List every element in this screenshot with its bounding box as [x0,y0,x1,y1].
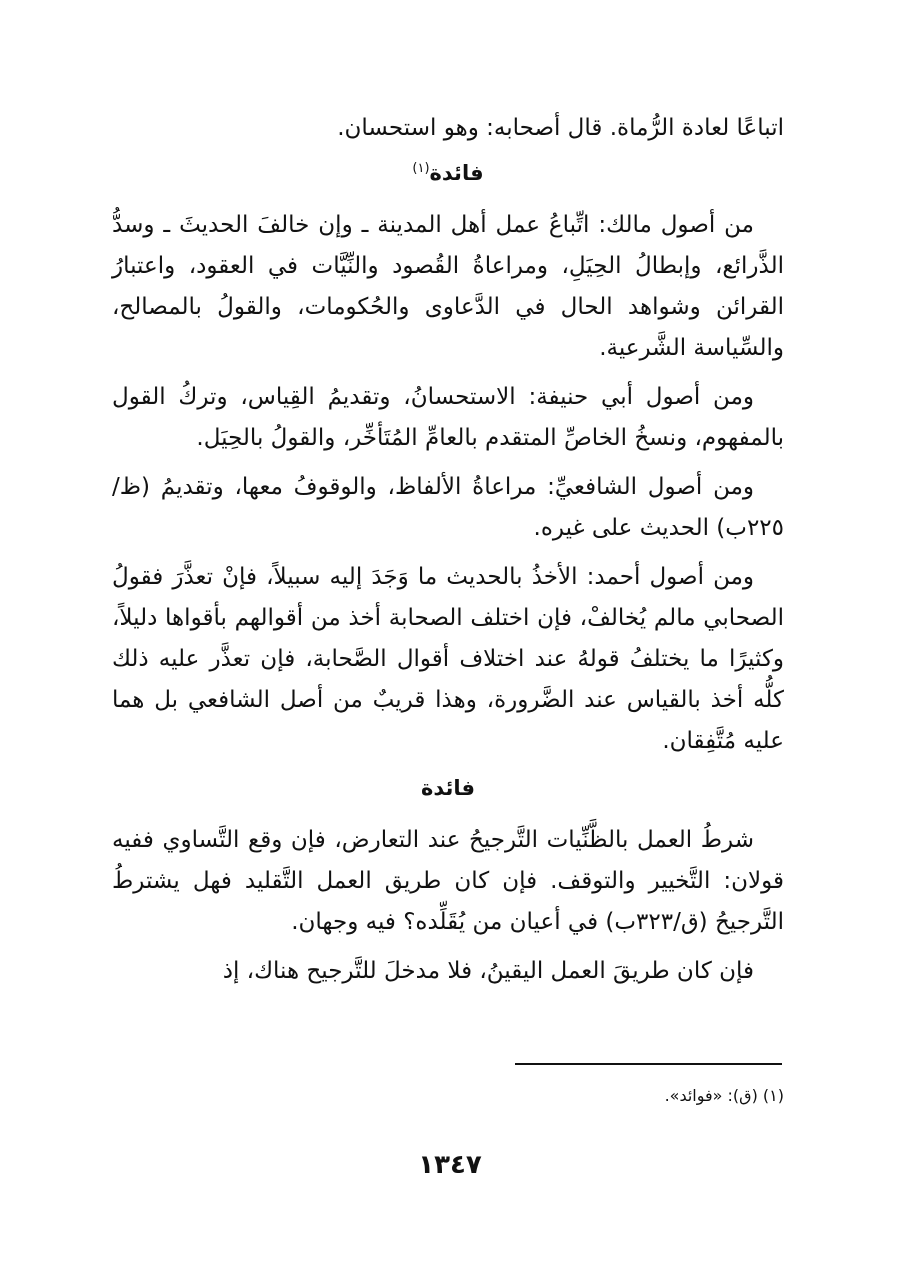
paragraph-continuation: اتباعًا لعادة الرُّماة. قال أصحابه: وهو استحسان. [337,115,784,141]
page-body [112,108,784,1000]
paragraph-malik: من أصول مالك: اتِّباعُ عمل أهل المدينة ـ وإن خالفَ الحديثَ ـ وسدُّ الذَّرائع، وإبطالُ الحِيَلِ، ومراعاةُ القُصود والنِّيَّات في العقود، واعتبارُ القرائن وشواهد الحال في الدَّعاوى والحُكومات، والقولُ بالمصالح، والسِّياسة الشَّرعية. [112,212,784,361]
footnote: (١) (ق): «فوائد». [664,1086,784,1105]
footnote-marker: (١) [412,161,430,176]
footnote-divider [515,1063,782,1065]
heading-text: فائدة [429,161,484,185]
paragraph-ahmad: ومن أصول أحمد: الأخذُ بالحديث ما وَجَدَ إليه سبيلاً، فإنْ تعذَّرَ فقولُ الصحابي مالم يُخالفْ، فإن اختلف الصحابة أخذ من أقوالهم بأقواها دليلاً، وكثيرًا ما يختلفُ قولهُ عند اختلاف أقوال الصَّحابة، فإن تعذَّر عليه ذلك كلُّه أخذ بالقياس عند الضَّرورة، وهذا قريبٌ من أصل الشافعي بل هما عليه مُتَّفِقان. [112,564,784,754]
paragraph-yaqin: فإن كان طريقَ العمل اليقينُ، فلا مدخلَ للتَّرجيح هناك، إذ [222,958,754,984]
paragraph-shafii: ومن أصول الشافعيِّ: مراعاةُ الألفاظ، والوقوفُ معها، وتقديمُ (ظ/٢٢٥ب) الحديث على غيره. [112,474,784,541]
section-heading-faida-2 [112,770,784,806]
section-heading-faida-1 [112,155,784,191]
paragraph-tarjih: شرطُ العمل بالظَّنِّيات التَّرجيحُ عند التعارض، فإن وقع التَّساوي ففيه قولان: التَّخيير والتوقف. فإن كان طريق العمل التَّقليد فهل يشترطُ التَّرجيحُ (ق/٣٢٣ب) في أعيان من يُقَلِّده؟ فيه وجهان. [112,827,784,935]
paragraph-abu-hanifa: ومن أصول أبي حنيفة: الاستحسانُ، وتقديمُ القِياس، وتركُ القول بالمفهوم، ونسخُ الخاصِّ المتقدم بالعامِّ المُتَأخِّر، والقولُ بالحِيَل. [112,384,784,451]
heading-text: فائدة [420,776,476,800]
page-number: ١٣٤٧ [418,1150,482,1180]
